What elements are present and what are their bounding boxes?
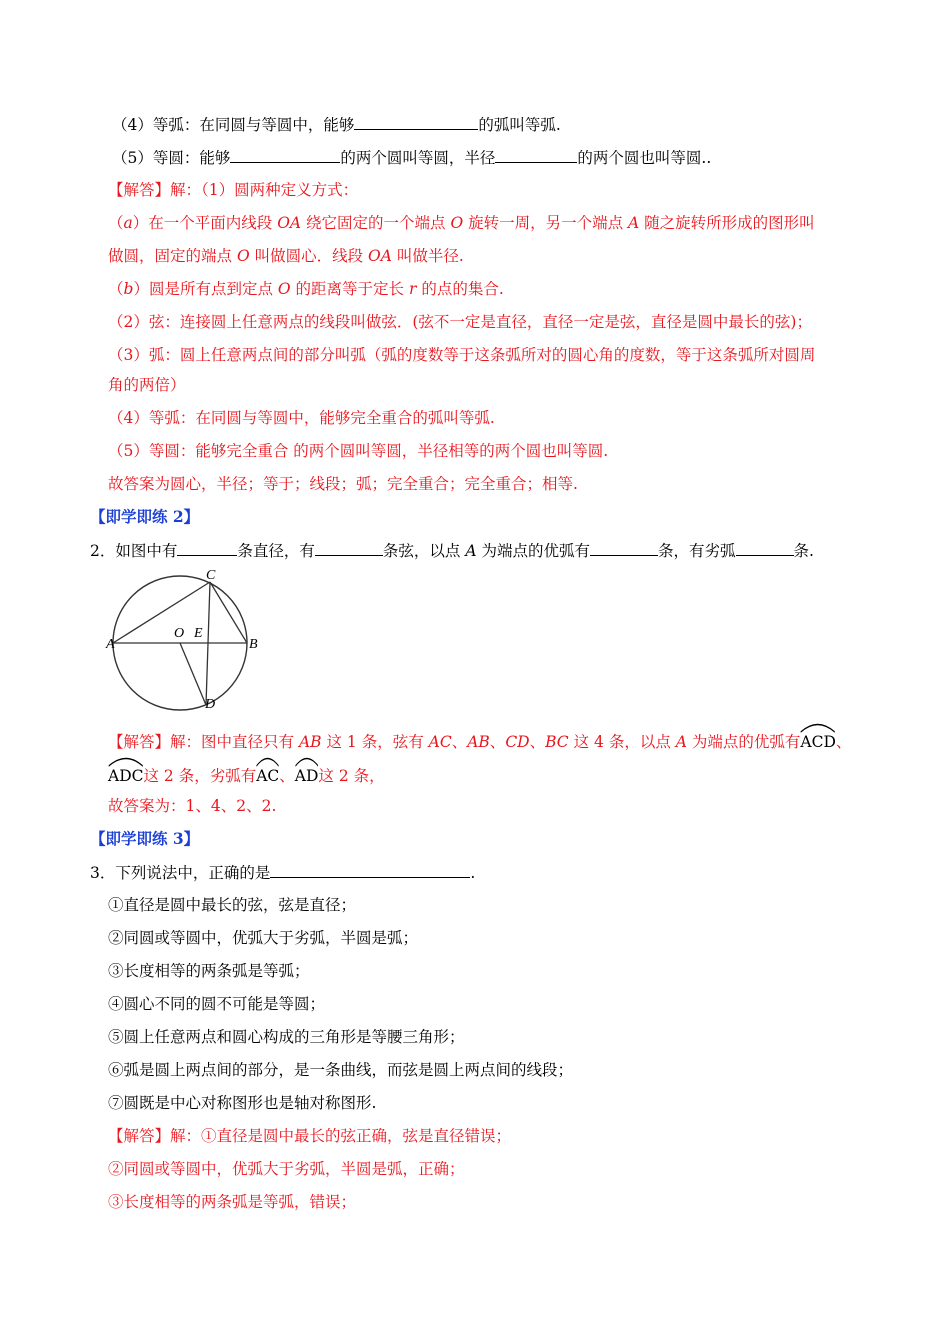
arc-AC: AC	[256, 761, 279, 787]
label-C: C	[206, 568, 216, 583]
practice3-item-5: ⑤圆上任意两点和圆心构成的三角形是等腰三角形；	[108, 1028, 465, 1046]
practice3-answer-line-1: 【解答】解：①直径是圆中最长的弦正确，弦是直径错误；	[108, 1127, 512, 1145]
answer1-line-8: （4）等弧：在同圆与等圆中，能够完全重合的弧叫等弧.	[108, 409, 495, 427]
blank[interactable]	[736, 539, 794, 556]
answer1-line-9: （5）等圆：能够完全重合 的两个圆叫等圆，半径相等的两个圆也叫等圆.	[108, 442, 609, 460]
practice3-item-3: ③长度相等的两条弧是等弧；	[108, 962, 310, 980]
label-D: D	[205, 697, 216, 712]
practice3-answer-line-3: ③长度相等的两条弧是等弧，错误；	[108, 1193, 357, 1211]
circle-diagram	[100, 566, 270, 716]
label-O: O	[174, 626, 185, 641]
label-A: A	[106, 637, 115, 652]
practice2-heading: 【即学即练 2】	[90, 507, 200, 526]
practice3-heading: 【即学即练 3】	[90, 829, 200, 848]
answer1-line-1: 【解答】解：（1）圆两种定义方式：	[108, 181, 359, 199]
practice3-item-6: ⑥弧是圆上两点间的部分，是一条曲线，而弦是圆上两点间的线段；	[108, 1061, 574, 1079]
practice3-answer-line-2: ②同圆或等圆中，优弧大于劣弧，半圆是弧，正确；	[108, 1160, 465, 1178]
arc-ADC: ADC	[108, 761, 143, 787]
label-B: B	[249, 637, 258, 652]
answer1-line-3: 做圆，固定的端点 O 叫做圆心．线段 OA 叫做半径.	[108, 247, 464, 265]
answer-tag: 【解答】	[108, 181, 171, 199]
practice3-item-2: ②同圆或等圆中，优弧大于劣弧，半圆是弧；	[108, 929, 419, 947]
answer1-line-5: （2）弦：连接圆上任意两点的线段叫做弦．(弦不一定是直径，直径一定是弦，直径是圆中最长的弦)；	[108, 313, 812, 331]
practice3-item-1: ①直径是圆中最长的弦，弦是直径；	[108, 896, 357, 914]
blank[interactable]	[354, 113, 478, 130]
answer1-line-7: 角的两倍）	[108, 376, 186, 394]
blank[interactable]	[590, 539, 658, 556]
practice3-item-4: ④圆心不同的圆不可能是等圆；	[108, 995, 326, 1013]
label-E: E	[194, 626, 203, 641]
blank[interactable]	[315, 539, 383, 556]
arc-AD: AD	[295, 761, 319, 787]
answer-tag: 【解答】	[108, 1127, 171, 1145]
practice2-answer-line-2: ADC这 2 条，劣弧有 AC、 AD这 2 条，	[108, 761, 385, 787]
blank[interactable]	[230, 146, 340, 163]
blank[interactable]	[270, 861, 470, 878]
answer1-line-6: （3）弧：圆上任意两点间的部分叫弧（弧的度数等于这条弧所对的圆心角的度数，等于这条弧所对圆周	[108, 346, 816, 364]
segment-OD	[180, 643, 206, 705]
blank[interactable]	[177, 539, 237, 556]
blank[interactable]	[495, 146, 577, 163]
intro-item-4: （4）等弧：在同圆与等圆中，能够 的弧叫等弧.	[112, 113, 561, 136]
intro-item-5: （5）等圆：能够 的两个圆叫等圆，半径 的两个圆也叫等圆..	[112, 146, 711, 169]
answer1-line-4: （b）圆是所有点到定点 O 的距离等于定长 r 的点的集合.	[108, 280, 504, 298]
practice3-question: 3．下列说法中，正确的是 .	[90, 861, 475, 884]
answer-tag: 【解答】	[108, 733, 171, 751]
chord-CB	[210, 582, 247, 643]
arc-ACD: ACD	[800, 727, 835, 753]
practice2-answer-line-1: 【解答】解：图中直径只有 AB 这 1 条，弦有 AC、AB、CD、BC 这 4 条，以点 A 为端点的优弧有 ACD、	[108, 727, 851, 753]
practice2-question: 2．如图中有 条直径，有 条弦，以点 A 为端点的优弧有 条，有劣弧 条.	[90, 539, 814, 562]
answer1-line-10: 故答案为圆心，半径；等于；线段；弧；完全重合；完全重合；相等.	[108, 475, 578, 493]
practice3-item-7: ⑦圆既是中心对称图形也是轴对称图形.	[108, 1094, 377, 1112]
practice2-final: 故答案为：1、4、2、2.	[108, 797, 277, 815]
answer1-line-2: （a）在一个平面内线段 OA 绕它固定的一个端点 O 旋转一周，另一个端点 A 随之旋转所形成的图形叫	[108, 214, 815, 232]
